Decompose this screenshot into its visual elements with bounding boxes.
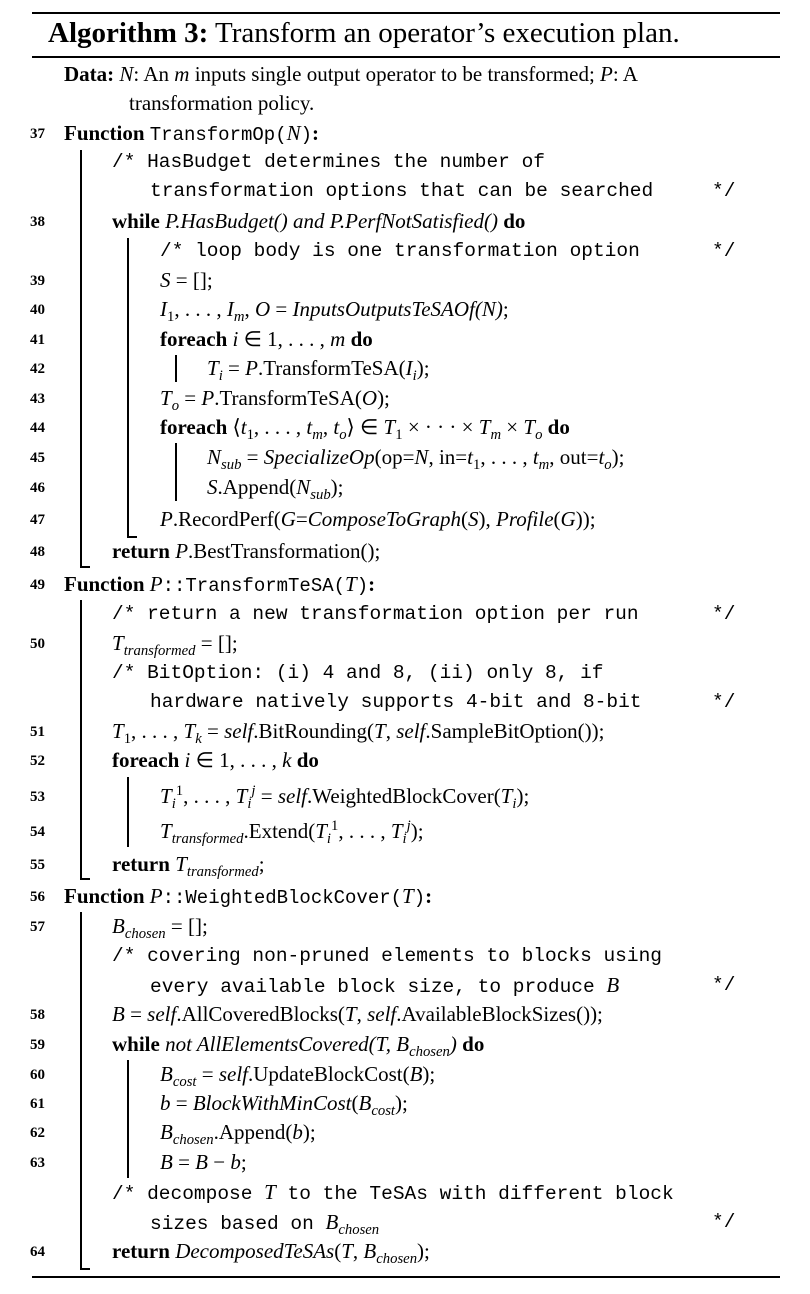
line-number: 39: [30, 273, 45, 289]
code-line-52: foreach i ∈ 1, . . . , k do: [112, 748, 319, 772]
self-ref: self: [218, 1062, 249, 1086]
block-tick: [80, 1268, 90, 1270]
line-number: 56: [30, 889, 45, 905]
self-ref: self: [396, 719, 426, 743]
data-line-2: transformation policy.: [129, 91, 315, 115]
code-line-44: foreach $⟨t_1$, . . . , $t_m$, $t_o⟩$ ∈ $T_1$ × · · · × $T_m \times T_o$ do: [160, 415, 570, 444]
transform-tesa-call: TransformTeSA: [219, 386, 355, 410]
code-line-38: [112, 207, 525, 236]
block-line-while: [127, 238, 129, 538]
line-number: 43: [30, 391, 45, 407]
line-number: 57: [30, 919, 45, 935]
line-number: 44: [30, 420, 45, 436]
keyword-do: do: [547, 415, 570, 439]
line-number: 48: [30, 544, 45, 560]
self-ref: self: [277, 784, 308, 808]
keyword-do: do: [350, 327, 373, 351]
line-number: 52: [30, 753, 45, 769]
code-line-49: Function P::TransformTeSA(T):: [64, 572, 376, 597]
code-line-55: return $T_{transformed}$;: [112, 852, 265, 881]
code-line-47: P.RecordPerf(G=ComposeToGraph(S), Profile(G));: [160, 507, 596, 531]
line-number: 64: [30, 1244, 45, 1260]
line-number: 41: [30, 332, 45, 348]
specialize-op-call: SpecializeOp: [263, 445, 375, 469]
line-number: 46: [30, 480, 45, 496]
self-ref: self: [147, 1002, 177, 1026]
transform-tesa-call: TransformTeSA: [263, 356, 399, 380]
code-line-53: $T_i^1$, . . . , $T_i^j$ = $self.WeightedBlockCover(T_i)$;: [160, 783, 530, 813]
line-number: 54: [30, 824, 45, 840]
while-condition: P.HasBudget() and P.PerfNotSatisfied(): [165, 209, 498, 233]
line-number: 58: [30, 1007, 45, 1023]
bottom-rule: [32, 1276, 780, 1278]
code-line-43: $T_o$ = P.TransformTeSA(O);: [160, 386, 390, 415]
code-line-50: $T_{transformed}$ = [];: [112, 631, 238, 660]
code-line-60: $B_{cost}$ = self.UpdateBlockCost(B);: [160, 1062, 436, 1091]
code-line-45: $N_{sub}$ = SpecializeOp(op=N, $in=t_1$, . . . , $t_m$, $out=t_o$);: [207, 445, 625, 474]
title-rule: [32, 56, 780, 58]
comment-end: */: [712, 603, 736, 625]
keyword-while: while: [112, 1032, 160, 1056]
best-transformation-call: BestTransformation: [193, 539, 361, 563]
line-number: 42: [30, 361, 45, 377]
comment: sizes based on $B_{chosen}$: [150, 1210, 380, 1239]
algorithm-title: [48, 14, 680, 52]
while-condition: not AllElementsCovered: [165, 1032, 369, 1056]
block-line-foreach-3: [127, 777, 129, 847]
append-call: Append: [218, 1120, 286, 1144]
line-number: 51: [30, 724, 45, 740]
comment: /* loop body is one transformation option: [160, 240, 640, 262]
all-covered-blocks-call: AllCoveredBlocks: [181, 1002, 338, 1026]
line-number: 62: [30, 1125, 45, 1141]
keyword-do: do: [462, 1032, 485, 1056]
line-number: 53: [30, 789, 45, 805]
comment: transformation options that can be searched: [150, 180, 654, 202]
weighted-block-cover-call: WeightedBlockCover: [312, 784, 494, 808]
block-line-while-2: [127, 1060, 129, 1178]
decomposed-tesas-call: DecomposedTeSAs: [175, 1239, 335, 1263]
code-line-42: $T_i$ = $P.TransformTeSA(I_i)$;: [207, 356, 430, 385]
comment-end: */: [712, 180, 736, 202]
update-block-cost-call: UpdateBlockCost: [253, 1062, 403, 1086]
code-line-41: foreach i ∈ 1, . . . , m do: [160, 327, 373, 351]
line-number: 60: [30, 1067, 45, 1083]
keyword-return: return: [112, 1239, 170, 1263]
comment: hardware natively supports 4-bit and 8-bit: [150, 691, 642, 713]
code-line-63: B = B − b;: [160, 1150, 247, 1174]
code-line-51: $T_1$, . . . , $T_k$ = self.BitRounding(T, self.SampleBitOption());: [112, 719, 605, 748]
profile-call: Profile: [496, 507, 554, 531]
record-perf-call: RecordPerf: [178, 507, 274, 531]
data-label: Data:: [64, 62, 115, 86]
comment: /* covering non-pruned elements to blocks using: [112, 945, 662, 967]
block-line-foreach-1: [175, 355, 177, 382]
line-number: 55: [30, 857, 45, 873]
comment: /* HasBudget determines the number of: [112, 151, 545, 173]
comment: /* decompose T to the TeSAs with different block: [112, 1180, 674, 1205]
keyword-do: do: [296, 748, 319, 772]
keyword-function: Function: [64, 572, 145, 596]
comment-end: */: [712, 240, 736, 262]
keyword-return: return: [112, 852, 170, 876]
code-line-48: return P.BestTransformation();: [112, 539, 381, 563]
keyword-do: do: [503, 209, 526, 233]
comment-end: */: [712, 691, 736, 713]
self-ref: self: [224, 719, 254, 743]
line-number: 37: [30, 126, 45, 142]
keyword-foreach: foreach: [160, 327, 228, 351]
block-with-min-cost-call: BlockWithMinCost: [192, 1091, 352, 1115]
line-number: 45: [30, 450, 45, 466]
code-line-37: Function TransformOp(N):: [64, 121, 320, 146]
block-line-foreach-2: [175, 443, 177, 501]
keyword-while: while: [112, 209, 160, 233]
comment-end: */: [712, 1211, 736, 1233]
line-number: 61: [30, 1096, 45, 1112]
keyword-function: Function: [64, 884, 145, 908]
available-block-sizes-call: AvailableBlockSizes: [401, 1002, 577, 1026]
function-name: TransformTeSA: [185, 575, 334, 597]
keyword-foreach: foreach: [112, 748, 180, 772]
compose-to-graph-call: ComposeToGraph: [307, 507, 461, 531]
function-name: WeightedBlockCover: [185, 887, 391, 909]
code-line-57: $B_{chosen}$ = [];: [112, 914, 208, 943]
block-line-weightedblockcover: [80, 912, 82, 1270]
block-line-transformop: [80, 150, 82, 568]
code-line-58: B = self.AllCoveredBlocks(T, self.AvailableBlockSizes());: [112, 1002, 603, 1026]
bit-rounding-call: BitRounding: [258, 719, 368, 743]
line-number: 50: [30, 636, 45, 652]
line-number: 59: [30, 1037, 45, 1053]
line-number: 38: [30, 214, 45, 230]
block-tick: [80, 566, 90, 568]
code-line-62: $B_{chosen}.Append(b)$;: [160, 1120, 316, 1149]
line-number: 40: [30, 302, 45, 318]
data-line: [64, 60, 638, 89]
keyword-return: return: [112, 539, 170, 563]
block-tick: [80, 878, 90, 880]
line-number: 49: [30, 577, 45, 593]
sample-bit-option-call: SampleBitOption: [430, 719, 578, 743]
comment: /* BitOption: (i) 4 and 8, (ii) only 8, if: [112, 662, 604, 684]
code-line-64: return DecomposedTeSAs(T, $B_{chosen}$);: [112, 1239, 430, 1268]
keyword-foreach: foreach: [160, 415, 228, 439]
code-line-39: S = [];: [160, 268, 213, 292]
line-number: 47: [30, 512, 45, 528]
code-line-56: Function P::WeightedBlockCover(T):: [64, 884, 433, 909]
line-number: 63: [30, 1155, 45, 1171]
comment-end: */: [712, 974, 736, 996]
algorithm-caption: Transform an operator’s execution plan.: [215, 17, 680, 49]
code-line-59: while not AllElementsCovered(T, $B_{chosen}$) do: [112, 1032, 485, 1061]
code-line-61: $b = BlockWithMinCost(B_{cost})$;: [160, 1091, 408, 1120]
inputs-outputs-call: InputsOutputsTeSAOf: [292, 297, 475, 321]
append-call: Append: [222, 475, 290, 499]
code-line-46: $S.Append(N_{sub})$;: [207, 475, 344, 504]
data-text-1: N: An m inputs single output operator to be transformed; P: A: [119, 62, 638, 86]
extend-call: Extend: [248, 819, 309, 843]
self-ref: self: [367, 1002, 397, 1026]
comment: /* return a new transformation option per run: [112, 603, 639, 625]
keyword-function: Function: [64, 121, 145, 145]
code-line-54: $T_{transformed}.Extend(T_i^1$, . . . , $T_i^j$);: [160, 818, 424, 848]
comment: every available block size, to produce B: [150, 973, 620, 998]
algorithm-label: Algorithm 3:: [48, 17, 209, 49]
code-line-40: $I_1$, . . . , $I_m$, O = InputsOutputsTeSAOf(N);: [160, 297, 509, 326]
block-line-transformtesa: [80, 600, 82, 880]
function-name: TransformOp: [149, 124, 276, 146]
